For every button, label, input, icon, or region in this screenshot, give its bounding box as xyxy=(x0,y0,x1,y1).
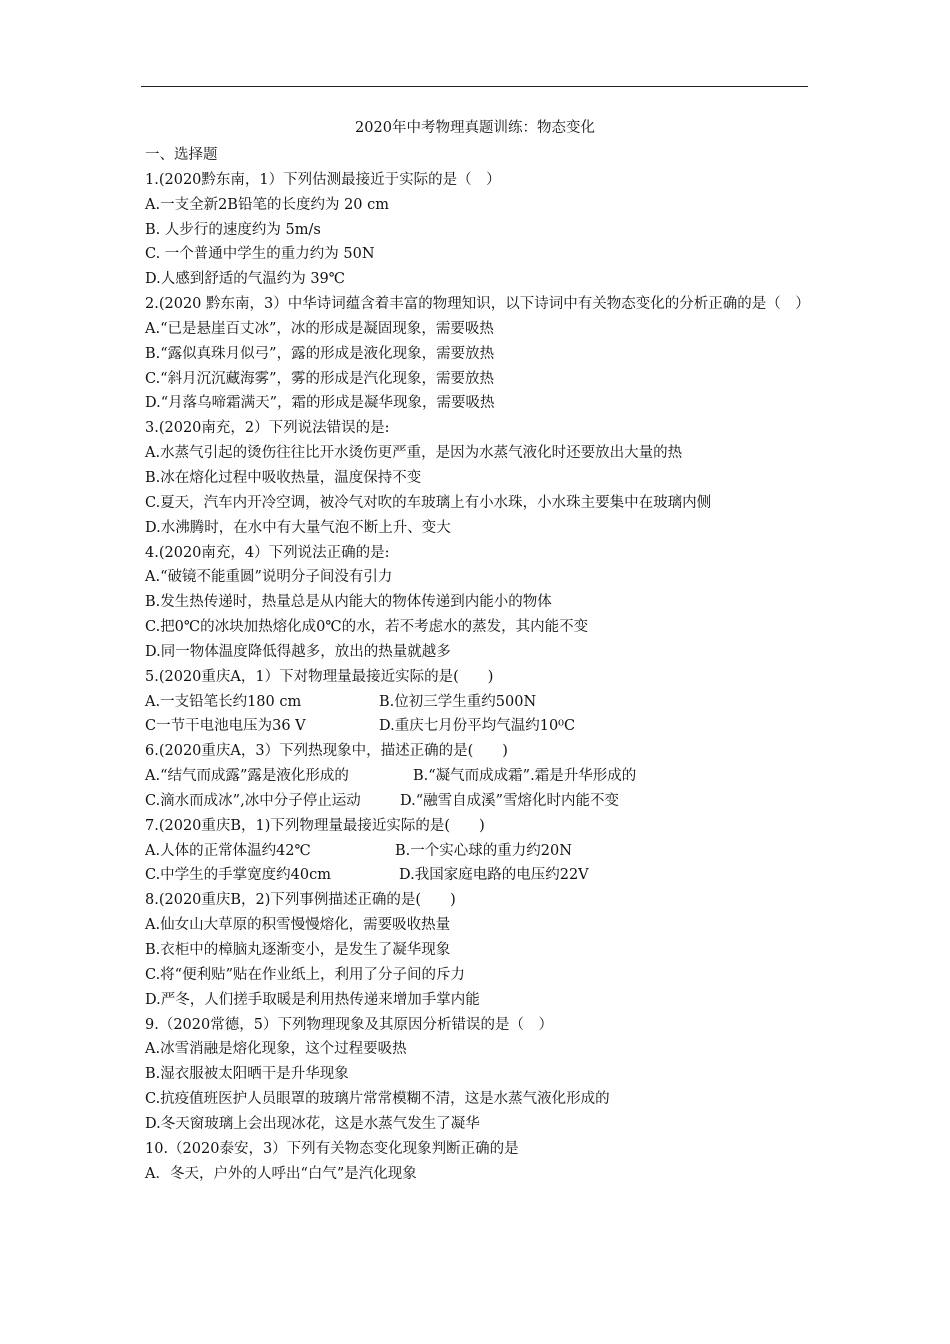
question-6-option-d: D.“融雪自成溪”雪熔化时内能不变 xyxy=(400,792,620,809)
question-8-option-d: D.严冬，人们搓手取暖是利用热传递来增加手掌内能 xyxy=(145,991,480,1008)
question-10-stem: 10.（2020泰安，3）下列有关物态变化现象判断正确的是 xyxy=(145,1140,519,1157)
question-8-option-c: C.将“便利贴”贴在作业纸上，利用了分子间的斥力 xyxy=(145,966,466,983)
question-7-option-c: C.中学生的手掌宽度约40cm xyxy=(145,867,332,884)
question-4-stem: 4.(2020南充，4）下列说法正确的是: xyxy=(145,544,390,561)
question-8-option-a: A.仙女山大草原的积雪慢慢熔化，需要吸收热量 xyxy=(145,917,451,934)
question-3-option-c: C.夏天，汽车内开冷空调，被冷气对吹的车玻璃上有小水珠，小水珠主要集中在玻璃内侧 xyxy=(145,494,712,511)
question-6-option-a: A.“结气而成露”露是液化形成的 xyxy=(145,768,349,785)
question-7-stem: 7.(2020重庆B，1)下列物理量最接近实际的是( ) xyxy=(145,817,485,834)
question-9-option-c: C.抗疫值班医护人员眼罩的玻璃片常常模糊不清，这是水蒸气液化形成的 xyxy=(145,1091,610,1108)
question-5-option-a: A.一支铅笔长约180 cm xyxy=(145,693,302,710)
question-5-option-d: D.重庆七月份平均气温约10⁰C xyxy=(379,718,576,735)
question-list xyxy=(145,143,815,1186)
question-4-option-b: B.发生热传递时，热量总是从内能大的物体传递到内能小的物体 xyxy=(145,594,552,611)
question-2-option-b: B.“露似真珠月似弓”，露的形成是液化现象，需要放热 xyxy=(145,345,495,362)
question-7-option-d: D.我国家庭电路的电压约22V xyxy=(399,867,589,884)
question-9-option-d: D.冬天窗玻璃上会出现冰花，这是水蒸气发生了凝华 xyxy=(145,1115,480,1132)
question-5-stem: 5.(2020重庆A，1）下对物理量最接近实际的是( ) xyxy=(145,668,494,685)
question-2-option-d: D.“月落乌啼霜满天”，霜的形成是凝华现象，需要吸热 xyxy=(145,395,495,412)
question-5-option-c: C一节干电池电压为36 V xyxy=(145,718,306,735)
question-6-stem: 6.(2020重庆A，3）下列热现象中，描述正确的是( ) xyxy=(145,743,508,760)
question-3-option-d: D.水沸腾时，在水中有大量气泡不断上升、变大 xyxy=(145,519,451,536)
question-2-option-c: C.“斜月沉沉藏海雾”，雾的形成是汽化现象，需要放热 xyxy=(145,370,495,387)
question-1-option-a: A.一支全新2B铅笔的长度约为 20 cm xyxy=(145,196,389,213)
question-4-option-c: C.把0℃的冰块加热熔化成0℃的水，若不考虑水的蒸发，其内能不变 xyxy=(145,619,589,636)
question-1-option-d: D.人感到舒适的气温约为 39℃ xyxy=(145,271,345,288)
question-5-options-row-1 xyxy=(145,690,815,715)
question-2-stem: 2.(2020 黔东南，3）中华诗词蕴含着丰富的物理知识，以下诗词中有关物态变化的分析正确的是（ ） xyxy=(145,296,810,313)
question-6-options-row-2 xyxy=(145,789,815,814)
document-title: 2020年中考物理真题训练：物态变化 xyxy=(355,120,595,136)
question-8-stem: 8.(2020重庆B，2)下列事例描述正确的是( ) xyxy=(145,892,456,909)
question-4-option-d: D.同一物体温度降低得越多，放出的热量就越多 xyxy=(145,643,451,660)
question-10-option-a: A．冬天，户外的人呼出“白气”是汽化现象 xyxy=(145,1165,417,1182)
question-7-option-b: B.一个实心球的重力约20N xyxy=(395,842,572,859)
question-9-stem: 9.（2020常德，5）下列物理现象及其原因分析错误的是（ ） xyxy=(145,1016,553,1033)
question-4-option-a: A.“破镜不能重圆”说明分子间没有引力 xyxy=(145,569,393,586)
question-7-option-a: A.人体的正常体温约42℃ xyxy=(145,842,311,859)
question-8-option-b: B.衣柜中的樟脑丸逐渐变小，是发生了凝华现象 xyxy=(145,942,451,958)
section-heading: 一、选择题 xyxy=(145,147,218,163)
header-rule xyxy=(141,86,808,87)
question-5-options-row-2 xyxy=(145,714,815,739)
question-9-option-a: A.冰雪消融是熔化现象，这个过程要吸热 xyxy=(145,1041,407,1058)
question-6-option-c: C.滴水而成冰”,冰中分子停止运动 xyxy=(145,792,361,809)
question-7-options-row-1 xyxy=(145,839,815,864)
question-3-stem: 3.(2020南充，2）下列说法错误的是: xyxy=(145,420,390,437)
question-5-option-b: B.位初三学生重约500N xyxy=(379,693,537,710)
question-3-option-a: A.水蒸气引起的烫伤往往比开水烫伤更严重，是因为水蒸气液化时还要放出大量的热 xyxy=(145,445,683,462)
question-6-option-b: B.“凝气而成成霜”.霜是升华形成的 xyxy=(413,768,637,785)
question-1-option-c: C. 一个普通中学生的重力约为 50N xyxy=(145,246,375,263)
question-3-option-b: B.冰在熔化过程中吸收热量，温度保持不变 xyxy=(145,469,422,486)
question-1-stem: 1.(2020黔东南，1）下列估测最接近于实际的是（ ） xyxy=(145,171,501,188)
question-1-option-b: B. 人步行的速度约为 5m/s xyxy=(145,221,321,238)
question-6-options-row-1 xyxy=(145,764,815,789)
question-2-option-a: A.“已是悬崖百丈冰”，冰的形成是凝固现象，需要吸热 xyxy=(145,320,494,337)
question-9-option-b: B.湿衣服被太阳晒干是升华现象 xyxy=(145,1066,349,1083)
question-7-options-row-2 xyxy=(145,863,815,888)
